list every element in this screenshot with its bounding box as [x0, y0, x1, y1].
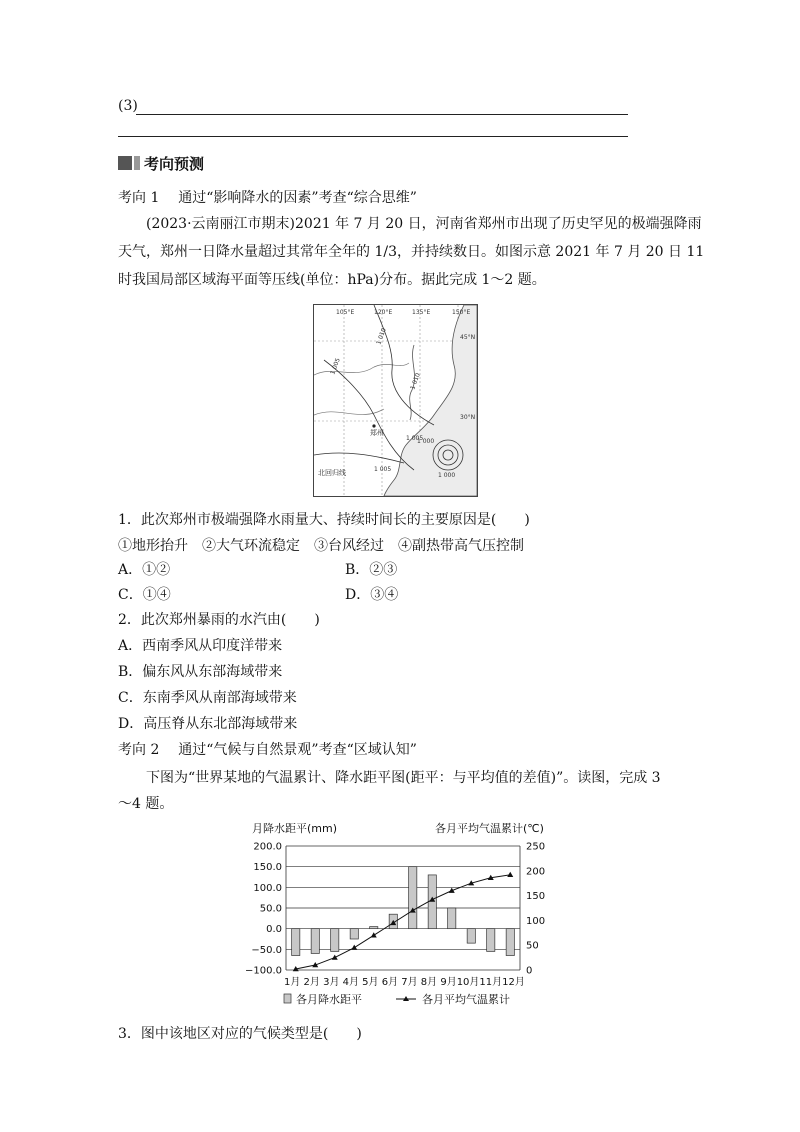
climate-chart [230, 818, 560, 1010]
lon-label: 135°E [412, 309, 431, 316]
q1-option-c[interactable]: C．①④ [118, 587, 171, 603]
q1-stem: 1．此次郑州市极端强降水雨量大、持续时间长的主要原因是( ) [118, 512, 530, 528]
precip-anomaly-bar [487, 929, 495, 952]
right-tick-label: 50 [526, 940, 539, 952]
q3-stem: 3．图中该地区对应的气候类型是( ) [118, 1026, 362, 1042]
right-axis-title: 各月平均气温累计(℃) [435, 822, 544, 835]
right-tick-label: 250 [526, 841, 546, 853]
legend-bar-swatch [284, 994, 291, 1003]
place-label-zhengzhou: 郑州 [370, 429, 384, 437]
left-tick-label: 200.0 [253, 841, 282, 853]
intro2-line1: 下图为“世界某地的气温累计、降水距平图(距平：与平均值的差值)”。读图，完成 3 [146, 770, 661, 786]
answer-line-2 [118, 136, 628, 137]
isobar-label: 1 000 [438, 472, 456, 479]
q2-option-d[interactable]: D．高压脊从东北部海域带来 [118, 716, 298, 732]
q1-options-line: ①地形抬升 ②大气环流稳定 ③台风经过 ④副热带高气压控制 [118, 538, 524, 554]
q1-option-b[interactable]: B．②③ [345, 562, 398, 578]
section-marker-icon [134, 156, 140, 170]
intro1-line2: 天气，郑州一日降水量超过其常年全年的 1/3，并持续数日。如图示意 2021 年 7 月 20 日 11 [118, 244, 705, 260]
q2-stem: 2．此次郑州暴雨的水汽由( ) [118, 612, 320, 628]
legend-line-label: 各月平均气温累计 [422, 993, 510, 1006]
precip-anomaly-bar [370, 927, 378, 929]
precip-anomaly-bar [350, 929, 358, 939]
precip-anomaly-bar [506, 929, 514, 956]
left-tick-label: 100.0 [253, 882, 282, 894]
topic1-text: 通过“影响降水的因素”考查“综合思维” [178, 190, 417, 206]
lon-label: 120°E [374, 309, 393, 316]
precip-anomaly-bar [331, 929, 339, 952]
legend-bar-label: 各月降水距平 [296, 993, 362, 1006]
left-tick-label: −100.0 [244, 965, 282, 977]
temp-point-marker [332, 955, 338, 960]
right-tick-label: 150 [526, 891, 546, 903]
left-tick-label: −50.0 [251, 944, 282, 956]
intro1-line3: 时我国局部区域海平面等压线(单位：hPa)分布。据此完成 1～2 题。 [118, 272, 546, 288]
left-tick-label: 150.0 [253, 862, 282, 874]
precip-anomaly-bar [409, 867, 417, 929]
place-label-tropic: 北回归线 [318, 469, 346, 477]
q1-option-a[interactable]: A．①② [118, 562, 171, 578]
lat-label: 45°N [460, 334, 476, 341]
isobar-label: 1 005 [406, 435, 424, 442]
right-tick-label: 0 [526, 965, 533, 977]
isobar-label: 1 000 [417, 438, 435, 445]
section-marker-icon [118, 156, 132, 170]
topic1-label: 考向 1 [118, 190, 160, 206]
isobar-map [313, 304, 478, 497]
isobar-label: 1 005 [374, 466, 392, 473]
left-tick-label: 50.0 [259, 903, 282, 915]
q2-option-c[interactable]: C．东南季风从南部海域带来 [118, 690, 297, 706]
left-tick-label: 0.0 [266, 924, 282, 936]
lon-label: 150°E [452, 309, 471, 316]
topic2-text: 通过“气候与自然景观”考查“区域认知” [178, 742, 417, 758]
isobar-label: 1 010 [409, 372, 422, 391]
q1-option-d[interactable]: D．③④ [345, 587, 399, 603]
section-title: 考向预测 [144, 154, 205, 173]
intro2-line2: ～4 题。 [118, 796, 174, 812]
q2-option-b[interactable]: B．偏东风从东部海域带来 [118, 664, 283, 680]
lon-label: 105°E [336, 309, 355, 316]
precip-anomaly-bar [428, 875, 436, 929]
lat-label: 30°N [460, 414, 476, 421]
precip-anomaly-bar [448, 908, 456, 929]
section-header [118, 152, 204, 174]
isobar-map-svg [314, 305, 477, 496]
precip-anomaly-bar [467, 929, 475, 943]
temp-point-marker [507, 872, 513, 877]
isobar-label: 1 005 [329, 357, 342, 376]
answer-line-1 [136, 114, 628, 115]
precip-anomaly-bar [311, 929, 319, 954]
isobar-label: 1 010 [375, 327, 388, 346]
answer-label-3: (3) [118, 98, 138, 114]
x-tick-labels: 1月 2月 3月 4月 5月 6月 7月 8月 9月10月11月12月 [284, 977, 525, 988]
left-axis-title: 月降水距平(mm) [252, 822, 338, 835]
topic2-label: 考向 2 [118, 742, 160, 758]
topic1-heading [118, 188, 417, 208]
topic2-heading [118, 740, 417, 760]
temp-point-marker [371, 932, 377, 937]
intro1-line1: (2023·云南丽江市期末)2021 年 7 月 20 日，河南省郑州市出现了历史罕见的极端强降雨 [146, 216, 702, 232]
temp-point-marker [351, 945, 357, 950]
temp-cumulative-line [296, 875, 511, 969]
q2-option-a[interactable]: A．西南季风从印度洋带来 [118, 638, 283, 654]
right-tick-label: 200 [526, 866, 546, 878]
precip-anomaly-bar [292, 929, 300, 956]
right-tick-label: 100 [526, 915, 546, 927]
